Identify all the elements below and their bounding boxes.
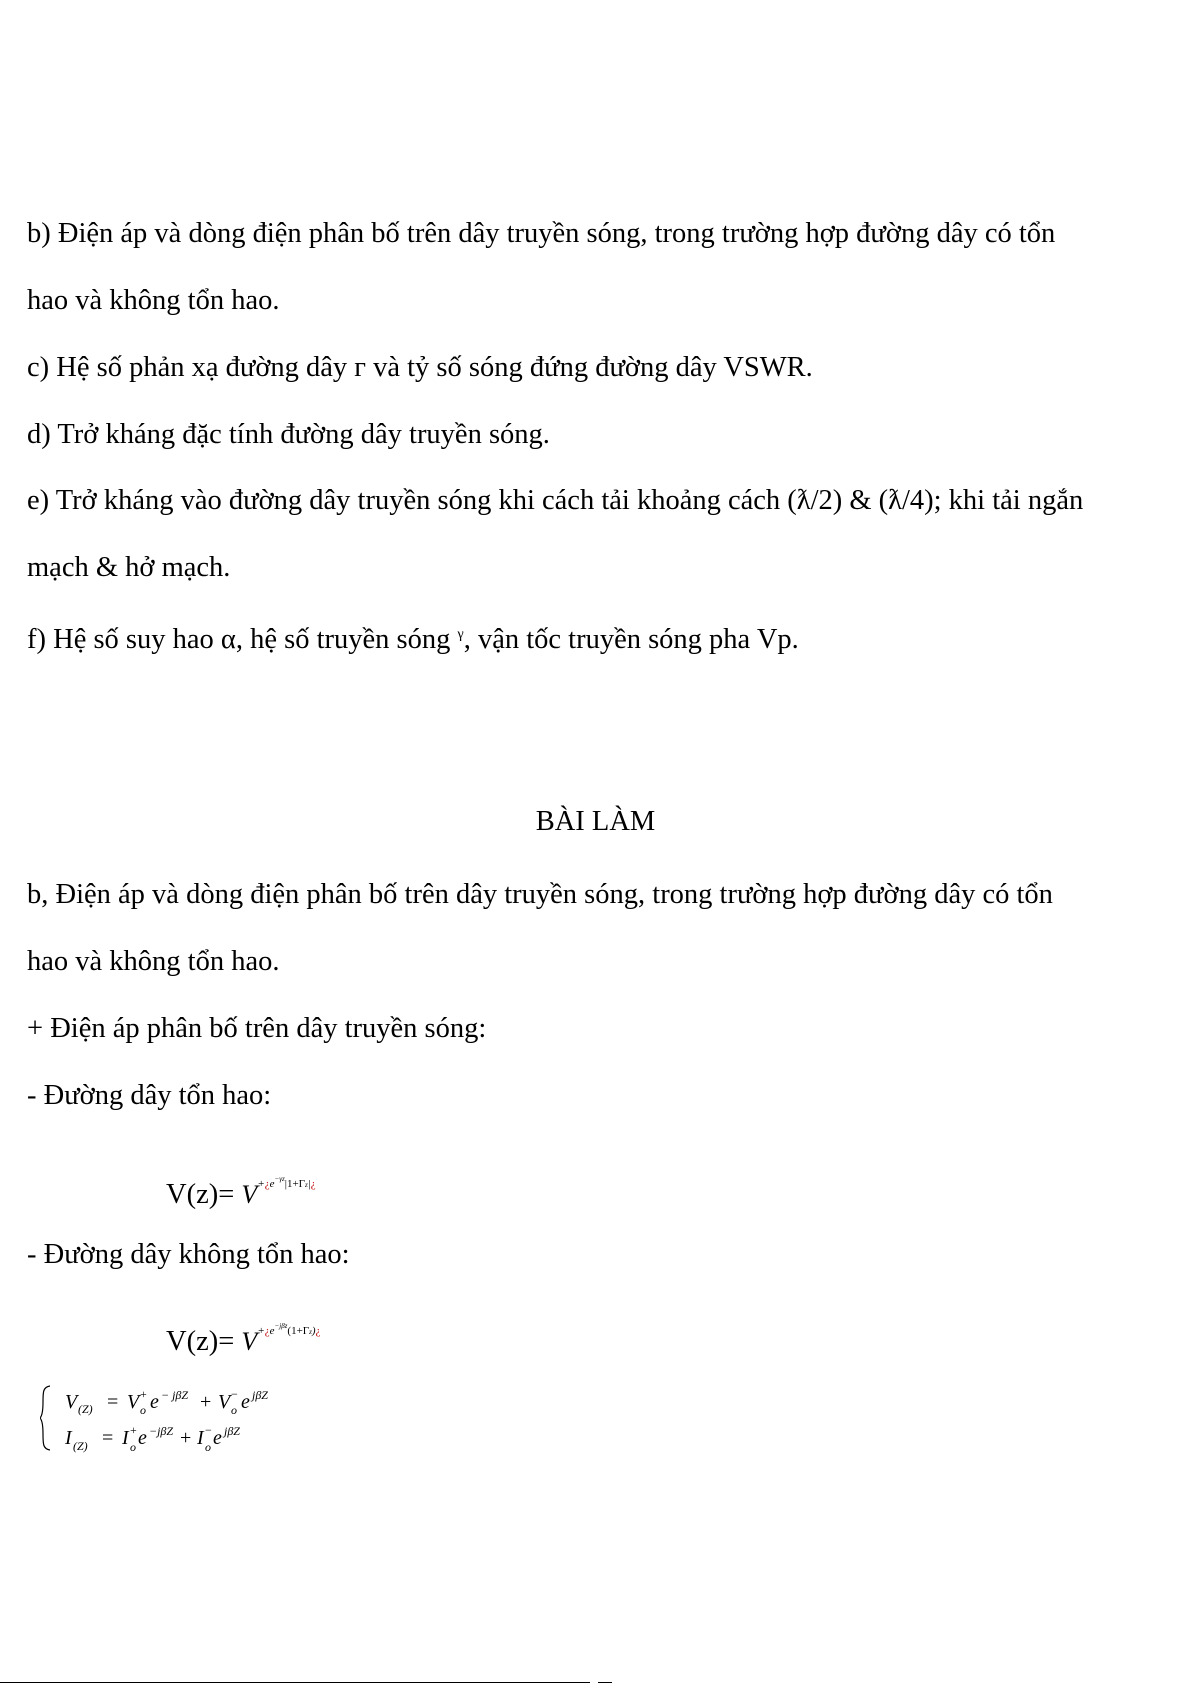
lossless-eq-sup-sub: z — [309, 1328, 312, 1336]
answer-b-line2: hao và không tổn hao. — [27, 946, 280, 977]
v-term1-sub: o — [140, 1403, 146, 1417]
i-plus: + — [180, 1427, 192, 1449]
v-lhs: V — [65, 1391, 78, 1413]
lossy-eq-exponent — [257, 1175, 316, 1190]
lossless-eq-base: V — [241, 1327, 258, 1356]
i-term1: I — [122, 1427, 129, 1449]
question-f-after: , vận tốc truyền sóng pha Vp. — [463, 624, 799, 655]
lossless-eq-sup-plus: + — [257, 1325, 265, 1337]
v-exp1-sup: − jβZ — [161, 1388, 189, 1402]
lossy-eq-sup-e: e — [269, 1178, 275, 1190]
question-f — [27, 617, 799, 658]
section-title: BÀI LÀM — [535, 806, 656, 837]
lossy-eq-sup-mark-2: ¿ — [310, 1178, 316, 1190]
answer-b-line1: b, Điện áp và dòng điện phân bố trên dây truyền sóng, trong trường hợp đường dây có tổn — [27, 879, 1053, 910]
lossy-eq-sup-gamma: |1+Γ — [284, 1178, 306, 1190]
gamma-symbol: γ — [457, 627, 464, 642]
i-exp2-sup: jβZ — [224, 1424, 240, 1438]
v-exp2: e — [241, 1391, 250, 1413]
system-brace — [40, 1386, 50, 1450]
lossless-eq-sup-gamma: (1+Γ — [287, 1325, 310, 1337]
v-eq: = — [107, 1391, 119, 1413]
lossy-eq-sup-plus: + — [257, 1178, 265, 1190]
i-exp1-sup: −jβZ — [149, 1424, 174, 1438]
i-term2-sup: − — [205, 1423, 212, 1437]
lossless-eq-sup-mark-1: ¿ — [264, 1325, 270, 1337]
question-d: d) Trở kháng đặc tính đường dây truyền sóng. — [27, 419, 550, 450]
i-eq: = — [102, 1427, 114, 1449]
i-term1-sup: + — [130, 1423, 137, 1437]
v-term1: V — [127, 1391, 140, 1413]
lossless-eq-sup-exp: −jβz — [274, 1322, 288, 1330]
lossy-eq-sup-exp: −γz — [274, 1175, 285, 1183]
lossy-eq-sup-bar: | — [307, 1178, 311, 1190]
footer-rule — [0, 1682, 590, 1683]
v-plus: + — [200, 1391, 212, 1413]
v-exp2-sup: jβZ — [252, 1388, 268, 1402]
i-term2: I — [197, 1427, 204, 1449]
i-lhs-sub: (Z) — [73, 1439, 88, 1453]
v-term2: V — [218, 1391, 231, 1413]
lossless-heading: - Đường dây không tổn hao: — [27, 1239, 350, 1270]
lossy-heading: - Đường dây tổn hao: — [27, 1080, 272, 1111]
lossy-eq-lhs: V(z)= — [166, 1179, 242, 1210]
v-term2-sub: o — [231, 1403, 237, 1417]
lossless-eq-exponent — [257, 1322, 321, 1337]
v-term2-sup: − — [231, 1387, 238, 1401]
question-f-before: f) Hệ số suy hao α, hệ số truyền sóng — [27, 624, 458, 655]
voltage-heading: + Điện áp phân bố trên dây truyền sóng: — [27, 1013, 487, 1044]
question-e-line1: e) Trở kháng vào đường dây truyền sóng khi cách tải khoảng cách (ƛ/2) & (ƛ/4); khi tải ngắn — [27, 485, 1084, 516]
question-c: c) Hệ số phản xạ đường dây г và tỷ số sóng đứng đường dây VSWR. — [27, 352, 813, 383]
i-exp1: e — [138, 1427, 147, 1449]
lossy-eq-sup-mark-1: ¿ — [264, 1178, 270, 1190]
lossy-eq-sup-sub: z — [305, 1181, 308, 1189]
lossy-eq-base: V — [241, 1180, 258, 1209]
i-lhs: I — [65, 1427, 72, 1449]
lossless-eq-sup-mark-2: ¿ — [315, 1325, 321, 1337]
i-term2-sub: o — [205, 1440, 211, 1454]
v-term1-sup: + — [140, 1387, 147, 1401]
lossless-eq-lhs: V(z)= — [166, 1326, 242, 1357]
lossless-equation — [166, 1306, 320, 1362]
question-b-line2: hao và không tổn hao. — [27, 285, 280, 316]
v-exp1: e — [150, 1391, 159, 1413]
lossless-eq-sup-paren: ) — [311, 1325, 316, 1337]
footer-rule-short — [598, 1682, 612, 1683]
i-term1-sub: o — [130, 1440, 136, 1454]
v-lhs-sub: (Z) — [78, 1402, 93, 1416]
question-b-line1: b) Điện áp và dòng điện phân bố trên dây truyền sóng, trong trường hợp đường dây có tổn — [27, 218, 1056, 249]
question-e-line2: mạch & hở mạch. — [27, 552, 231, 583]
lossy-equation — [166, 1159, 316, 1215]
i-exp2: e — [213, 1427, 222, 1449]
lossless-eq-sup-e: e — [269, 1325, 275, 1337]
voltage-current-system — [40, 1378, 370, 1458]
